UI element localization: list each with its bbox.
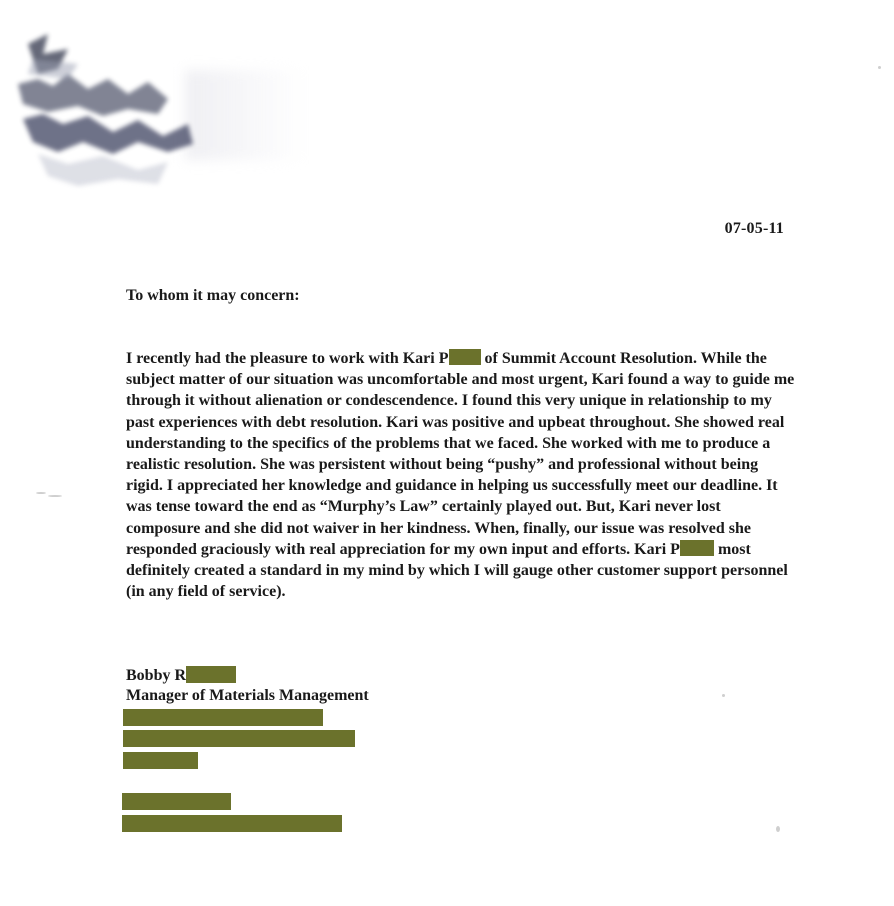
letter-body	[126, 348, 796, 602]
signature-title: Manager of Materials Management	[126, 687, 369, 704]
redaction-block	[122, 815, 342, 832]
letter-date: 07-05-11	[724, 220, 784, 237]
signature-name	[126, 666, 236, 685]
redaction-mark	[186, 666, 236, 683]
redaction-block	[122, 793, 231, 810]
redaction-block	[123, 709, 323, 726]
letterhead-logo	[8, 24, 208, 194]
signature-name-text: Bobby R	[126, 667, 187, 684]
scan-speck	[878, 66, 881, 69]
scan-speck	[722, 694, 725, 697]
scan-speck	[48, 495, 62, 497]
redaction-mark	[680, 540, 714, 556]
redaction-mark	[449, 349, 481, 365]
body-text-part-1: I recently had the pleasure to work with Kari P	[126, 350, 449, 367]
scan-speck	[776, 826, 780, 832]
body-text-part-3: most definitely created a standard in my mind by which I will gauge other customer support personnel (in any field of service).	[126, 540, 788, 601]
body-paragraph	[126, 348, 796, 602]
redaction-block	[123, 730, 355, 747]
salutation: To whom it may concern:	[126, 287, 300, 304]
redaction-block	[123, 752, 198, 769]
scan-speck	[36, 492, 46, 494]
body-text-part-2: of Summit Account Resolution. While the subject matter of our situation was uncomfortable and most urgent, Kari found a way to guide me through it without alienation or condescendence. I found this very unique in relationship to my past experiences with debt resolution. Kari was positive and upbeat throughout. She showed real understanding to the specifics of the problems that we faced. She worked with me to produce a realistic resolution. She was persistent without being “pushy” and professional without being rigid. I appreciated her knowledge and guidance in helping us successfully meet our deadline. It was tense toward the end as “Murphy’s Law” certainly played out. But, Kari never lost composure and she did not waiver in her kindness. When, finally, our issue was resolved she responded graciously with real appreciation for my own input and efforts. Kari P	[126, 350, 795, 558]
